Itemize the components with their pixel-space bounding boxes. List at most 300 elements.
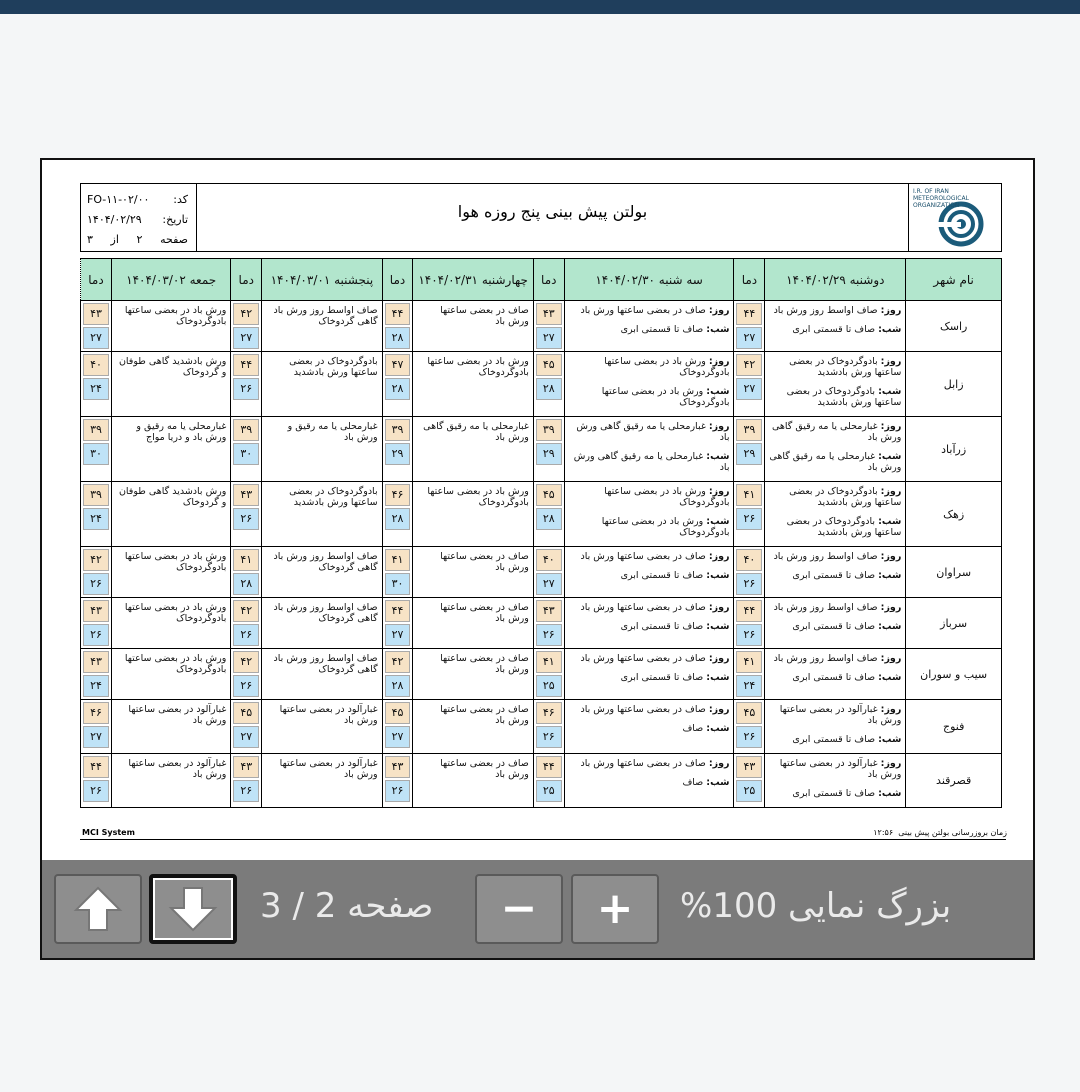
min-temperature: ۲۶: [233, 780, 259, 802]
temperature-pair: [383, 700, 413, 750]
forecast-text: بادوگردوخاک در بعضی ساعتها ورش بادشدید: [289, 486, 378, 508]
forecast-description: [262, 352, 382, 417]
min-temperature: ۲۴: [83, 378, 109, 400]
night-forecast: [768, 570, 901, 581]
day-prefix: روز:: [708, 486, 730, 497]
day-text: صاف اواسط روز ورش باد: [773, 551, 878, 562]
night-forecast: [768, 734, 901, 745]
min-temperature: ۲۷: [83, 726, 109, 748]
day-text: غبارمحلی یا مه رقیق گاهی ورش باد: [576, 421, 730, 443]
day-prefix: روز:: [708, 653, 730, 664]
forecast-description: [262, 649, 382, 700]
temperature-cell: [734, 301, 765, 352]
temperature-cell: [533, 649, 564, 700]
viewer-toolbar: [42, 860, 1033, 958]
day-forecast: [768, 602, 901, 613]
temperature-pair: [231, 700, 261, 750]
night-prefix: شب:: [706, 723, 730, 734]
night-text: صاف تا قسمتی ابری: [792, 734, 876, 745]
forecast-description: [262, 598, 382, 649]
max-temperature: ۴۵: [233, 702, 259, 724]
temperature-cell: [382, 352, 413, 417]
day-prefix: روز:: [708, 356, 730, 367]
max-temperature: ۴۵: [736, 702, 762, 724]
forecast-description: [111, 754, 230, 808]
night-prefix: شب:: [878, 451, 902, 462]
temperature-cell: [231, 598, 262, 649]
day-text: غبارآلود در بعضی ساعتها ورش باد: [779, 758, 902, 780]
temperature-pair: [534, 649, 564, 699]
table-header-row: [81, 259, 1002, 301]
forecast-description: [262, 700, 382, 754]
temp-header: دما: [81, 259, 112, 301]
day-prefix: روز:: [708, 421, 730, 432]
day-text: صاف اواسط روز ورش باد: [773, 305, 878, 316]
table-row: [81, 547, 1002, 598]
min-temperature: ۲۷: [233, 726, 259, 748]
forecast-description: [564, 598, 734, 649]
date-label: تاریخ:: [162, 213, 188, 226]
temperature-pair: [734, 301, 764, 351]
temperature-pair: [383, 417, 413, 467]
max-temperature: ۴۶: [385, 484, 411, 506]
day-forecast: [768, 704, 901, 726]
day-forecast: [768, 486, 901, 508]
day-text: ورش باد در بعضی ساعتها بادوگردوخاک: [604, 486, 730, 508]
day-text: صاف در بعضی ساعتها ورش باد: [580, 653, 706, 664]
temperature-cell: [81, 301, 112, 352]
day-prefix: روز:: [880, 653, 902, 664]
forecast-description: [765, 482, 906, 547]
temperature-pair: [81, 754, 111, 804]
day-header: سه شنبه ۱۴۰۴/۰۲/۳۰: [564, 259, 734, 301]
night-forecast: [768, 621, 901, 632]
forecast-description: [262, 547, 382, 598]
min-temperature: ۲۷: [536, 327, 562, 349]
min-temperature: ۲۵: [536, 675, 562, 697]
day-text: صاف در بعضی ساعتها ورش باد: [580, 602, 706, 613]
forecast-description: [413, 754, 533, 808]
day-header: جمعه ۱۴۰۴/۰۳/۰۲: [111, 259, 230, 301]
forecast-description: [413, 301, 533, 352]
forecast-description: [111, 482, 230, 547]
table-row: [81, 301, 1002, 352]
night-text: صاف تا قسمتی ابری: [620, 672, 704, 683]
table-row: [81, 352, 1002, 417]
temperature-cell: [533, 547, 564, 598]
forecast-text: صاف اواسط روز ورش باد گاهی گردوخاک: [273, 602, 378, 624]
forecast-text: ورش باد در بعضی ساعتها بادوگردوخاک: [427, 486, 529, 508]
temperature-pair: [231, 547, 261, 597]
forecast-description: [765, 352, 906, 417]
night-text: صاف تا قسمتی ابری: [620, 324, 704, 335]
min-temperature: ۲۸: [385, 675, 411, 697]
forecast-text: ورش بادشدید گاهی طوفان و گردوخاک: [118, 486, 227, 508]
temperature-pair: [534, 417, 564, 467]
min-temperature: ۲۹: [536, 443, 562, 465]
temperature-cell: [81, 482, 112, 547]
night-text: ورش باد در بعضی ساعتها بادوگردوخاک: [601, 516, 730, 538]
temperature-pair: [383, 598, 413, 648]
bulletin-meta: [81, 184, 197, 251]
forecast-description: [262, 301, 382, 352]
day-forecast: [568, 602, 730, 613]
night-prefix: شب:: [706, 516, 730, 527]
temperature-cell: [231, 547, 262, 598]
day-forecast: [568, 551, 730, 562]
night-prefix: شب:: [878, 672, 902, 683]
day-header: پنجشنبه ۱۴۰۴/۰۳/۰۱: [262, 259, 382, 301]
forecast-description: [413, 547, 533, 598]
temperature-cell: [81, 700, 112, 754]
forecast-description: [413, 598, 533, 649]
temperature-cell: [382, 649, 413, 700]
forecast-description: [413, 417, 533, 482]
date-value: ۱۴۰۴/۰۲/۲۹: [87, 213, 142, 226]
temperature-pair: [734, 598, 764, 648]
city-name: سیب و سوران: [906, 649, 1002, 700]
forecast-description: [564, 700, 734, 754]
forecast-text: بادوگردوخاک در بعضی ساعتها ورش بادشدید: [289, 356, 378, 378]
max-temperature: ۴۴: [385, 303, 411, 325]
day-forecast: [568, 421, 730, 443]
night-prefix: شب:: [878, 621, 902, 632]
max-temperature: ۴۷: [385, 354, 411, 376]
min-temperature: ۲۸: [385, 327, 411, 349]
footer-system-label: MCI System: [82, 828, 135, 837]
max-temperature: ۴۲: [233, 303, 259, 325]
min-temperature: ۲۸: [385, 378, 411, 400]
temperature-cell: [533, 700, 564, 754]
night-prefix: شب:: [878, 516, 902, 527]
max-temperature: ۳۹: [736, 419, 762, 441]
min-temperature: ۲۷: [385, 624, 411, 646]
max-temperature: ۳۹: [385, 419, 411, 441]
night-text: بادوگردوخاک در بعضی ساعتها ورش بادشدید: [786, 516, 902, 538]
page-label: صفحه: [160, 233, 188, 246]
temperature-cell: [533, 352, 564, 417]
document-viewer: [40, 158, 1035, 960]
forecast-text: غبارمحلی یا مه رقیق گاهی ورش باد: [423, 421, 529, 443]
day-forecast: [768, 758, 901, 780]
max-temperature: ۴۲: [83, 549, 109, 571]
day-forecast: [768, 653, 901, 664]
temperature-pair: [81, 482, 111, 532]
min-temperature: ۲۶: [233, 624, 259, 646]
day-forecast: [568, 356, 730, 378]
zoom-in-button[interactable]: [571, 874, 659, 944]
temperature-cell: [734, 700, 765, 754]
table-row: [81, 417, 1002, 482]
night-text: غبارمحلی یا مه رقیق گاهی ورش باد: [769, 451, 902, 473]
night-prefix: شب:: [878, 570, 902, 581]
forecast-description: [564, 482, 734, 547]
night-text: صاف: [682, 777, 704, 788]
min-temperature: ۲۷: [385, 726, 411, 748]
night-text: صاف تا قسمتی ابری: [792, 621, 876, 632]
meteorological-logo: [908, 184, 1001, 251]
forecast-description: [765, 547, 906, 598]
city-column-header: نام شهر: [906, 259, 1002, 301]
day-text: غبارمحلی یا مه رقیق گاهی ورش باد: [771, 421, 902, 443]
min-temperature: ۳۰: [233, 443, 259, 465]
forecast-description: [111, 417, 230, 482]
forecast-text: غبارمحلی یا مه رقیق و ورش باد: [287, 421, 378, 443]
min-temperature: ۲۷: [736, 327, 762, 349]
forecast-description: [413, 482, 533, 547]
temperature-pair: [383, 301, 413, 351]
day-forecast: [768, 305, 901, 316]
night-prefix: شب:: [706, 324, 730, 335]
temperature-pair: [534, 547, 564, 597]
forecast-description: [111, 649, 230, 700]
temperature-pair: [734, 482, 764, 532]
city-name: زابل: [906, 352, 1002, 417]
temperature-cell: [231, 301, 262, 352]
night-forecast: [568, 777, 730, 788]
night-text: صاف تا قسمتی ابری: [620, 570, 704, 581]
temperature-cell: [231, 649, 262, 700]
forecast-description: [564, 301, 734, 352]
night-text: صاف تا قسمتی ابری: [792, 570, 876, 581]
temp-header: دما: [382, 259, 413, 301]
footer-divider: [80, 839, 1006, 840]
forecast-description: [564, 547, 734, 598]
bulletin-header: [80, 183, 1002, 252]
day-text: صاف در بعضی ساعتها ورش باد: [580, 551, 706, 562]
forecast-text: ورش باد در بعضی ساعتها بادوگردوخاک: [124, 602, 227, 624]
temp-header: دما: [231, 259, 262, 301]
temperature-pair: [734, 649, 764, 699]
code-value: FO-۱۱-۰۲/۰۰: [87, 193, 150, 206]
minus-icon: −: [500, 883, 538, 934]
max-temperature: ۴۳: [233, 756, 259, 778]
max-temperature: ۴۴: [233, 354, 259, 376]
forecast-text: صاف در بعضی ساعتها ورش باد: [440, 758, 529, 780]
day-text: صاف در بعضی ساعتها ورش باد: [580, 704, 706, 715]
temperature-cell: [734, 649, 765, 700]
forecast-text: صاف اواسط روز ورش باد گاهی گردوخاک: [273, 551, 378, 573]
min-temperature: ۲۶: [736, 573, 762, 595]
max-temperature: ۴۳: [385, 756, 411, 778]
day-forecast: [768, 421, 901, 443]
temp-header: دما: [533, 259, 564, 301]
zoom-out-button[interactable]: [475, 874, 563, 944]
day-forecast: [568, 653, 730, 664]
page-of: از: [110, 233, 119, 246]
temperature-pair: [734, 417, 764, 467]
night-forecast: [768, 386, 901, 408]
temperature-cell: [734, 352, 765, 417]
night-prefix: شب:: [878, 734, 902, 745]
day-forecast: [568, 486, 730, 508]
day-text: ورش باد در بعضی ساعتها بادوگردوخاک: [604, 356, 730, 378]
temperature-cell: [382, 700, 413, 754]
max-temperature: ۴۴: [385, 600, 411, 622]
day-forecast: [768, 551, 901, 562]
night-prefix: شب:: [706, 451, 730, 462]
night-prefix: شب:: [706, 621, 730, 632]
forecast-text: غبارآلود در بعضی ساعتها ورش باد: [279, 758, 378, 780]
city-name: سرباز: [906, 598, 1002, 649]
min-temperature: ۲۹: [385, 443, 411, 465]
day-text: صاف اواسط روز ورش باد: [773, 653, 878, 664]
temperature-pair: [231, 649, 261, 699]
table-row: [81, 700, 1002, 754]
day-prefix: روز:: [880, 421, 902, 432]
day-prefix: روز:: [880, 704, 902, 715]
forecast-description: [765, 754, 906, 808]
forecast-description: [262, 482, 382, 547]
temperature-pair: [734, 352, 764, 402]
min-temperature: ۲۸: [233, 573, 259, 595]
temperature-cell: [382, 482, 413, 547]
night-forecast: [568, 324, 730, 335]
night-prefix: شب:: [706, 570, 730, 581]
temperature-pair: [81, 301, 111, 351]
max-temperature: ۴۱: [536, 651, 562, 673]
min-temperature: ۲۶: [736, 508, 762, 530]
max-temperature: ۴۳: [233, 484, 259, 506]
table-row: [81, 649, 1002, 700]
min-temperature: ۲۶: [736, 624, 762, 646]
forecast-text: صاف در بعضی ساعتها ورش باد: [440, 602, 529, 624]
min-temperature: ۲۴: [83, 508, 109, 530]
night-prefix: شب:: [706, 386, 730, 397]
night-text: صاف: [682, 723, 704, 734]
forecast-description: [564, 649, 734, 700]
page-indicator: 3 / 2 صفحه: [260, 886, 434, 926]
previous-page-button[interactable]: [54, 874, 142, 944]
max-temperature: ۴۵: [536, 354, 562, 376]
day-forecast: [568, 305, 730, 316]
max-temperature: ۴۶: [83, 702, 109, 724]
max-temperature: ۴۵: [536, 484, 562, 506]
max-temperature: ۴۳: [83, 651, 109, 673]
min-temperature: ۲۶: [385, 780, 411, 802]
forecast-description: [111, 301, 230, 352]
temperature-cell: [81, 352, 112, 417]
day-text: صاف در بعضی ساعتها ورش باد: [580, 305, 706, 316]
night-forecast: [568, 570, 730, 581]
page-total: ۳: [87, 233, 93, 246]
max-temperature: ۴۱: [233, 549, 259, 571]
forecast-description: [765, 700, 906, 754]
min-temperature: ۳۰: [385, 573, 411, 595]
temperature-cell: [81, 754, 112, 808]
forecast-description: [262, 754, 382, 808]
temperature-cell: [382, 301, 413, 352]
day-prefix: روز:: [708, 704, 730, 715]
temperature-cell: [231, 754, 262, 808]
city-name: سراوان: [906, 547, 1002, 598]
forecast-description: [564, 754, 734, 808]
temperature-pair: [383, 352, 413, 402]
forecast-text: ورش باد در بعضی ساعتها بادوگردوخاک: [124, 305, 227, 327]
max-temperature: ۴۳: [736, 756, 762, 778]
forecast-description: [564, 417, 734, 482]
temperature-pair: [534, 598, 564, 648]
forecast-text: صاف در بعضی ساعتها ورش باد: [440, 704, 529, 726]
temperature-cell: [382, 598, 413, 649]
max-temperature: ۴۱: [736, 651, 762, 673]
min-temperature: ۲۵: [536, 780, 562, 802]
max-temperature: ۴۴: [83, 756, 109, 778]
temperature-cell: [81, 547, 112, 598]
forecast-text: صاف اواسط روز ورش باد گاهی گردوخاک: [273, 305, 378, 327]
temperature-cell: [734, 417, 765, 482]
max-temperature: ۴۴: [536, 756, 562, 778]
forecast-text: ورش باد در بعضی ساعتها بادوگردوخاک: [427, 356, 529, 378]
min-temperature: ۲۶: [83, 624, 109, 646]
temperature-pair: [81, 547, 111, 597]
day-text: بادوگردوخاک در بعضی ساعتها ورش بادشدید: [789, 486, 902, 508]
temperature-pair: [534, 352, 564, 402]
min-temperature: ۲۶: [536, 624, 562, 646]
forecast-description: [111, 598, 230, 649]
day-forecast: [568, 758, 730, 769]
day-prefix: روز:: [708, 758, 730, 769]
night-prefix: شب:: [878, 386, 902, 397]
temperature-pair: [81, 649, 111, 699]
temperature-pair: [734, 754, 764, 804]
forecast-description: [765, 649, 906, 700]
forecast-table: [80, 258, 1002, 808]
night-forecast: [768, 516, 901, 538]
day-prefix: روز:: [880, 602, 902, 613]
max-temperature: ۴۵: [385, 702, 411, 724]
min-temperature: ۲۸: [536, 508, 562, 530]
night-forecast: [568, 386, 730, 408]
footer-update-label: زمان بروزرسانی بولتن پیش بینی: [898, 828, 1007, 837]
max-temperature: ۴۲: [233, 600, 259, 622]
min-temperature: ۲۶: [233, 675, 259, 697]
temperature-cell: [734, 598, 765, 649]
max-temperature: ۳۹: [233, 419, 259, 441]
night-forecast: [568, 672, 730, 683]
day-forecast: [568, 704, 730, 715]
temperature-pair: [231, 301, 261, 351]
night-forecast: [568, 516, 730, 538]
temperature-pair: [383, 754, 413, 804]
city-name: زهک: [906, 482, 1002, 547]
day-text: صاف در بعضی ساعتها ورش باد: [580, 758, 706, 769]
next-page-button[interactable]: [149, 874, 237, 944]
temperature-pair: [231, 754, 261, 804]
night-text: ورش باد در بعضی ساعتها بادوگردوخاک: [601, 386, 730, 408]
min-temperature: ۲۷: [736, 378, 762, 400]
temperature-pair: [81, 700, 111, 750]
logo-caption: I.R. OF IRAN METEOROLOGICAL ORGANIZATION: [913, 188, 969, 209]
temperature-cell: [382, 547, 413, 598]
plus-icon: +: [596, 883, 634, 934]
min-temperature: ۲۷: [83, 327, 109, 349]
temperature-cell: [231, 352, 262, 417]
temperature-pair: [81, 598, 111, 648]
max-temperature: ۴۰: [536, 549, 562, 571]
forecast-text: صاف در بعضی ساعتها ورش باد: [440, 305, 529, 327]
min-temperature: ۲۶: [83, 780, 109, 802]
temperature-pair: [534, 754, 564, 804]
temperature-cell: [81, 649, 112, 700]
forecast-description: [262, 417, 382, 482]
night-forecast: [768, 324, 901, 335]
forecast-text: غبارمحلی یا مه رقیق و ورش باد و دریا مواج: [136, 421, 227, 443]
city-name: زرآباد: [906, 417, 1002, 482]
max-temperature: ۳۹: [536, 419, 562, 441]
min-temperature: ۲۷: [536, 573, 562, 595]
night-forecast: [768, 451, 901, 473]
